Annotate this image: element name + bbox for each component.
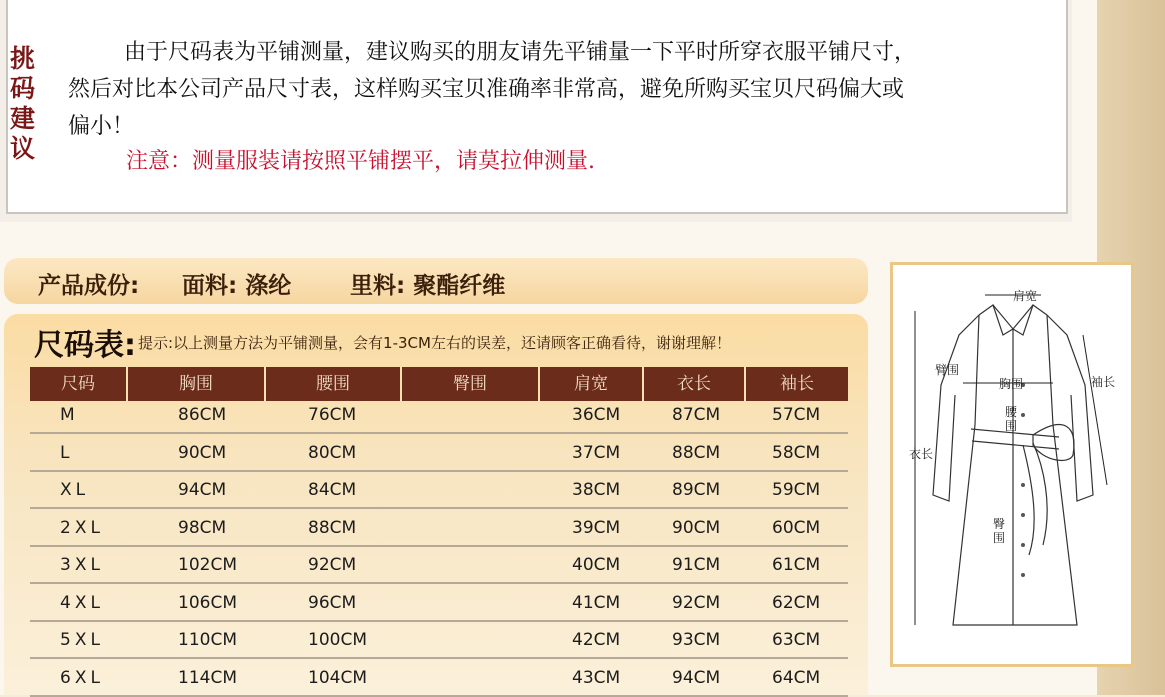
fabric-info: 面料: 涤纶 xyxy=(182,273,292,299)
label-chest: 胸围 xyxy=(999,377,1024,391)
row-separator xyxy=(30,432,848,434)
header-length: 衣长 xyxy=(644,367,744,401)
row-separator xyxy=(30,582,848,584)
size-table-title: 尺码表: xyxy=(34,328,136,363)
cell-waist: 84CM xyxy=(308,480,357,500)
cell-shoulder: 38CM xyxy=(572,480,621,500)
cell-sleeve: 64CM xyxy=(772,667,821,688)
label-sleeve: 袖长 xyxy=(1091,375,1116,389)
advice-line-2: 然后对比本公司产品尺寸表，这样购买宝贝准确率非常高，避免所购买宝贝尺码偏大或 xyxy=(68,77,905,102)
composition-bar xyxy=(4,258,868,304)
cell-length: 88CM xyxy=(672,442,721,463)
cell-length: 87CM xyxy=(672,405,721,425)
cell-size: 5XL xyxy=(60,630,104,650)
label-shoulder: 肩宽 xyxy=(1013,289,1038,303)
sizing-advice-text xyxy=(68,34,1058,145)
cell-sleeve: 61CM xyxy=(772,555,821,575)
advice-line-1: 由于尺码表为平铺测量，建议购买的朋友请先平铺量一下平时所穿衣服平铺尺寸， xyxy=(124,40,917,65)
cell-chest: 98CM xyxy=(178,517,227,538)
cell-size: 6XL xyxy=(60,667,104,688)
cell-sleeve: 59CM xyxy=(772,480,821,500)
row-separator xyxy=(30,470,848,472)
cell-sleeve: 57CM xyxy=(772,405,821,425)
cell-chest: 86CM xyxy=(178,405,227,425)
label-waist: 腰围 xyxy=(1005,405,1018,433)
cell-sleeve: 62CM xyxy=(772,592,821,613)
cell-length: 91CM xyxy=(672,555,721,575)
advice-line-3: 偏小！ xyxy=(68,114,135,139)
cell-waist: 88CM xyxy=(308,517,357,538)
size-table-hint: 提示:以上测量方法为平铺测量，会有1-3CM左右的误差，还请顾客正确看待，谢谢理解！ xyxy=(138,334,731,352)
cell-size: XL xyxy=(60,480,90,500)
cell-length: 94CM xyxy=(672,667,721,688)
cell-length: 90CM xyxy=(672,517,721,538)
header-size: 尺码 xyxy=(30,367,126,401)
cell-shoulder: 37CM xyxy=(572,442,621,463)
row-separator xyxy=(30,620,848,622)
header-waist: 腰围 xyxy=(266,367,400,401)
cell-chest: 90CM xyxy=(178,442,227,463)
cell-size: 3XL xyxy=(60,555,104,575)
cell-chest: 106CM xyxy=(178,592,237,613)
cell-shoulder: 42CM xyxy=(572,630,621,650)
composition-label: 产品成份: xyxy=(38,273,140,299)
cell-sleeve: 63CM xyxy=(772,630,821,650)
cell-length: 93CM xyxy=(672,630,721,650)
row-separator xyxy=(30,545,848,547)
coat-illustration xyxy=(893,265,1131,664)
cell-waist: 96CM xyxy=(308,592,357,613)
cell-waist: 92CM xyxy=(308,555,357,575)
cell-waist: 100CM xyxy=(308,630,367,650)
cell-shoulder: 40CM xyxy=(572,555,621,575)
cell-shoulder: 39CM xyxy=(572,517,621,538)
cell-size: 4XL xyxy=(60,592,104,613)
cell-waist: 80CM xyxy=(308,442,357,463)
cell-size: L xyxy=(60,442,74,463)
header-sleeve: 袖长 xyxy=(746,367,848,401)
label-hip: 臀围 xyxy=(993,517,1006,545)
label-length: 衣长 xyxy=(909,447,934,461)
cell-shoulder: 43CM xyxy=(572,667,621,688)
cell-shoulder: 36CM xyxy=(572,405,621,425)
cell-chest: 94CM xyxy=(178,480,227,500)
label-arm: 臂围 xyxy=(935,363,960,377)
measurement-diagram xyxy=(890,262,1134,667)
header-shoulder: 肩宽 xyxy=(540,367,642,401)
cell-waist: 76CM xyxy=(308,405,357,425)
cell-size: M xyxy=(60,405,79,425)
cell-chest: 114CM xyxy=(178,667,237,688)
lining-info: 里料: 聚酯纤维 xyxy=(350,273,506,299)
measurement-warning: 注意：测量服装请按照平铺摆平，请莫拉伸测量. xyxy=(126,149,595,174)
sizing-advice-label: 挑码建议 xyxy=(10,44,36,163)
cell-shoulder: 41CM xyxy=(572,592,621,613)
cell-sleeve: 60CM xyxy=(772,517,821,538)
header-hip: 臀围 xyxy=(402,367,538,401)
cell-size: 2XL xyxy=(60,517,104,538)
cell-sleeve: 58CM xyxy=(772,442,821,463)
cell-chest: 110CM xyxy=(178,630,237,650)
row-separator xyxy=(30,507,848,509)
cell-waist: 104CM xyxy=(308,667,367,688)
header-chest: 胸围 xyxy=(128,367,264,401)
cell-chest: 102CM xyxy=(178,555,237,575)
cell-length: 89CM xyxy=(672,480,721,500)
row-separator xyxy=(30,657,848,659)
cell-length: 92CM xyxy=(672,592,721,613)
